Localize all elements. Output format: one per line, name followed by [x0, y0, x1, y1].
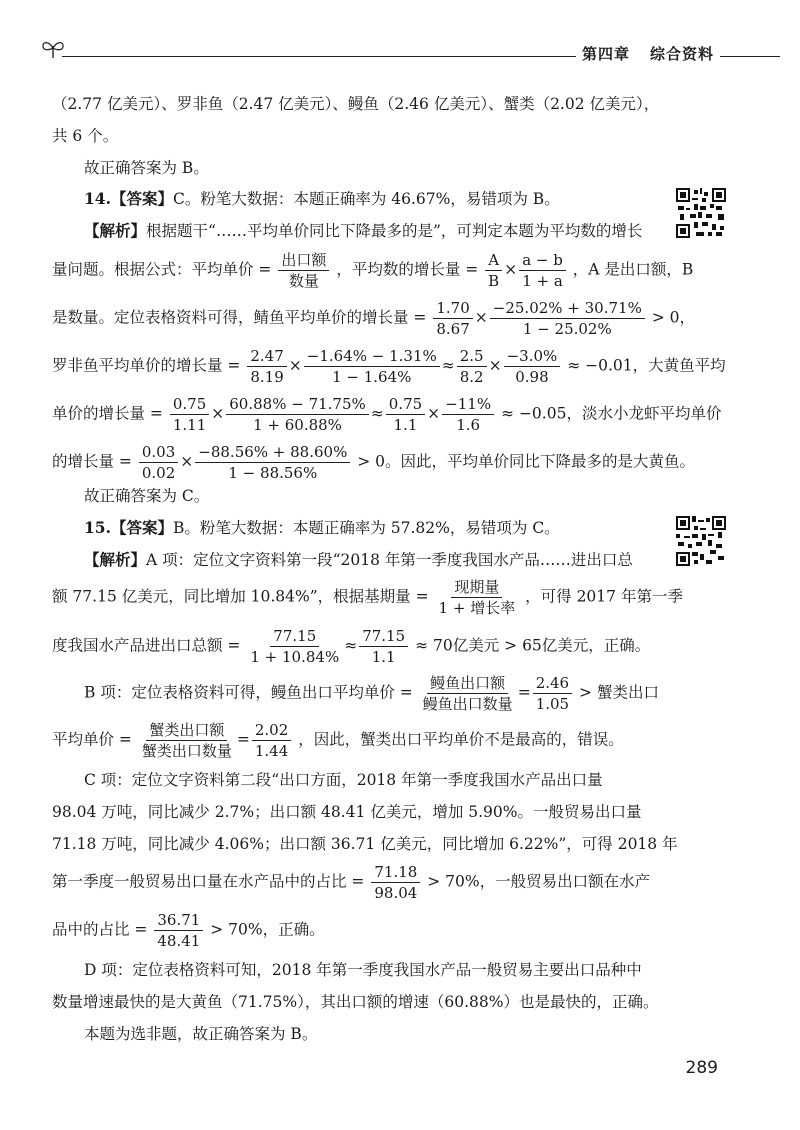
- formula-line: 量问题。根据公式：平均单价 = $\frac{\text{出口额}}{\text{数量}}$ ，平均数的增长量 = $\frac{A}{B}$ × $\frac{a - b}{1 + a}$ ，A 是出口额，B: [52, 251, 694, 290]
- fraction: $\frac{77.15}{1.1}$: [359, 626, 408, 667]
- fraction: $\frac{60.88\% - 71.75\%}{1 + 60.88\%}$: [226, 394, 369, 435]
- fraction: $\frac{36.71}{48.41}$: [154, 910, 203, 951]
- fraction: $\frac{-11\%}{1.6}$: [442, 394, 494, 435]
- analysis-14: [84, 219, 690, 243]
- analysis-15: 【解析】A 项：定位文字资料第一段“2018 年第一季度我国水产品……进出口总: [84, 550, 633, 569]
- fraction: $\frac{-25.02\% + 30.71\%}{1 - 25.02\%}$: [490, 298, 645, 339]
- answer-text: C。粉笔大数据：本题正确率为 46.67%，易错项为 B。: [172, 190, 560, 208]
- page-header: [40, 38, 780, 64]
- formula-line: 单价的增长量 = $\frac{0.75}{1.11}$ × $\frac{60.88\% - 71.75\%}{1 + 60.88\%}$ ≈ $\frac{0.75}{1.1}$ × $\frac{-11\%}{1.6}$ ≈ −0.05，淡水小龙虾平均单价: [52, 395, 722, 434]
- qr-code-icon[interactable]: [676, 188, 726, 238]
- fraction: $\frac{-88.56\% + 88.60\%}{1 - 88.56\%}$: [195, 442, 350, 483]
- text-line: 71.18 万吨，同比减少 4.06%；出口额 36.71 亿美元，同比增加 6.22%”，可得 2018 年: [52, 835, 678, 853]
- text-line: （2.77 亿美元）、罗非鱼（2.47 亿美元）、鳗鱼（2.46 亿美元）、蟹类（2.02 亿美元），: [52, 95, 660, 113]
- formula-line: 第一季度一般贸易出口量在水产品中的占比 = $\frac{71.18}{98.04}$ > 70%，一般贸易出口额在水产: [52, 863, 651, 902]
- fraction: $\frac{71.18}{98.04}$: [371, 862, 420, 903]
- fraction: $\frac{-3.0\%}{0.98}$: [504, 346, 561, 387]
- formula-line: 额 77.15 亿美元，同比增加 10.84%”，根据基期量 = $\frac{\text{现期量}}{\text{1 + 增长率}}$ ，可得 2017 年第一季: [52, 578, 683, 617]
- fraction: $\frac{a - b}{1 + a}$: [519, 250, 566, 291]
- fraction: $\frac{1.70}{8.67}$: [433, 298, 472, 339]
- text-line: 故正确答案为 B。: [84, 159, 209, 177]
- fraction: $\frac{\text{现期量}}{\text{1 + 增长率}}$: [438, 578, 516, 617]
- analysis-tag: 【解析】: [84, 221, 147, 240]
- fraction: $\frac{2.46}{1.05}$: [533, 673, 572, 714]
- fraction: $\frac{-1.64\% - 1.31\%}{1 - 1.64\%}$: [304, 346, 440, 387]
- formula-line: 平均单价 = $\frac{\text{蟹类出口额}}{\text{蟹类出口数量}}$ = $\frac{2.02}{1.44}$ ，因此，蟹类出口平均单价不是最高的，错误。: [52, 721, 624, 760]
- fraction: $\frac{\text{鳗鱼出口额}}{\text{鳗鱼出口数量}}$: [422, 674, 513, 713]
- page-number: 289: [685, 1058, 718, 1078]
- text-line: 故正确答案为 C。: [84, 487, 210, 505]
- text-line: 98.04 万吨，同比减少 2.7%；出口额 48.41 亿美元，增加 5.90%。一般贸易出口量: [52, 803, 642, 821]
- text-line: 本题为选非题，故正确答案为 B。: [84, 1025, 318, 1043]
- fraction: $\frac{0.75}{1.1}$: [386, 394, 425, 435]
- answer-15: 15.【答案】B。粉笔大数据：本题正确率为 57.82%，易错项为 C。: [84, 518, 560, 537]
- formula-line: 品中的占比 = $\frac{36.71}{48.41}$ > 70%，正确。: [52, 911, 325, 950]
- text-line: D 项：定位表格资料可知，2018 年第一季度我国水产品一般贸易主要出口品种中: [84, 961, 642, 979]
- text-line: 数量增速最快的是大黄鱼（71.75%），其出口额的增速（60.88%）也是最快的，正确。: [52, 993, 659, 1011]
- fraction: $\frac{2.5}{8.2}$: [457, 346, 487, 387]
- answer-tag: 14.【答案】: [84, 189, 173, 208]
- text-line: C 项：定位文字资料第二段“出口方面，2018 年第一季度我国水产品出口量: [84, 771, 603, 789]
- header-title: [576, 43, 720, 64]
- formula-line: 度我国水产品进出口总额 = $\frac{77.15}{1 + 10.84\%}$ ≈ $\frac{77.15}{1.1}$ ≈ 70亿美元 > 65亿美元，正确。: [52, 627, 651, 666]
- text-line: 共 6 个。: [52, 127, 119, 145]
- fraction: $\frac{\text{出口额}}{\text{数量}}$: [278, 250, 329, 291]
- analysis-text: 根据题干“……平均单价同比下降最多的是”，可判定本题为平均数的增长: [146, 222, 643, 240]
- fraction: $\frac{A}{B}$: [485, 250, 502, 291]
- fraction: $\frac{77.15}{1 + 10.84\%}$: [250, 627, 340, 666]
- fraction: $\frac{2.02}{1.44}$: [252, 720, 291, 761]
- chapter-label: 第四章: [581, 45, 630, 63]
- section-label: 综合资料: [649, 45, 714, 63]
- answer-14: [84, 187, 690, 211]
- qr-code-icon[interactable]: [676, 516, 726, 566]
- fraction: $\frac{0.75}{1.11}$: [170, 394, 209, 435]
- fraction: $\frac{\text{蟹类出口额}}{\text{蟹类出口数量}}$: [141, 721, 232, 760]
- formula-line: 是数量。定位表格资料可得，鲭鱼平均单价的增长量 = $\frac{1.70}{8.67}$ × $\frac{-25.02\% + 30.71\%}{1 - 25.02\%}$ > 0，: [52, 299, 696, 338]
- fraction: $\frac{2.47}{8.19}$: [247, 346, 286, 387]
- formula-line: 的增长量 = $\frac{0.03}{0.02}$ × $\frac{-88.56\% + 88.60\%}{1 - 88.56\%}$ > 0。因此，平均单价同比下降最多的是大黄鱼。: [52, 443, 696, 482]
- formula-line: B 项：定位表格资料可得，鳗鱼出口平均单价 = $\frac{\text{鳗鱼出口额}}{\text{鳗鱼出口数量}}$ = $\frac{2.46}{1.05}$ > 蟹类出口: [84, 674, 659, 713]
- formula-line: 罗非鱼平均单价的增长量 = $\frac{2.47}{8.19}$ × $\frac{-1.64\% - 1.31\%}{1 - 1.64\%}$ ≈ $\frac{2.5}{8.2}$ × $\frac{-3.0\%}{0.98}$ ≈ −0.01，大黄鱼平均: [52, 347, 726, 386]
- fraction: $\frac{0.03}{0.02}$: [139, 442, 178, 483]
